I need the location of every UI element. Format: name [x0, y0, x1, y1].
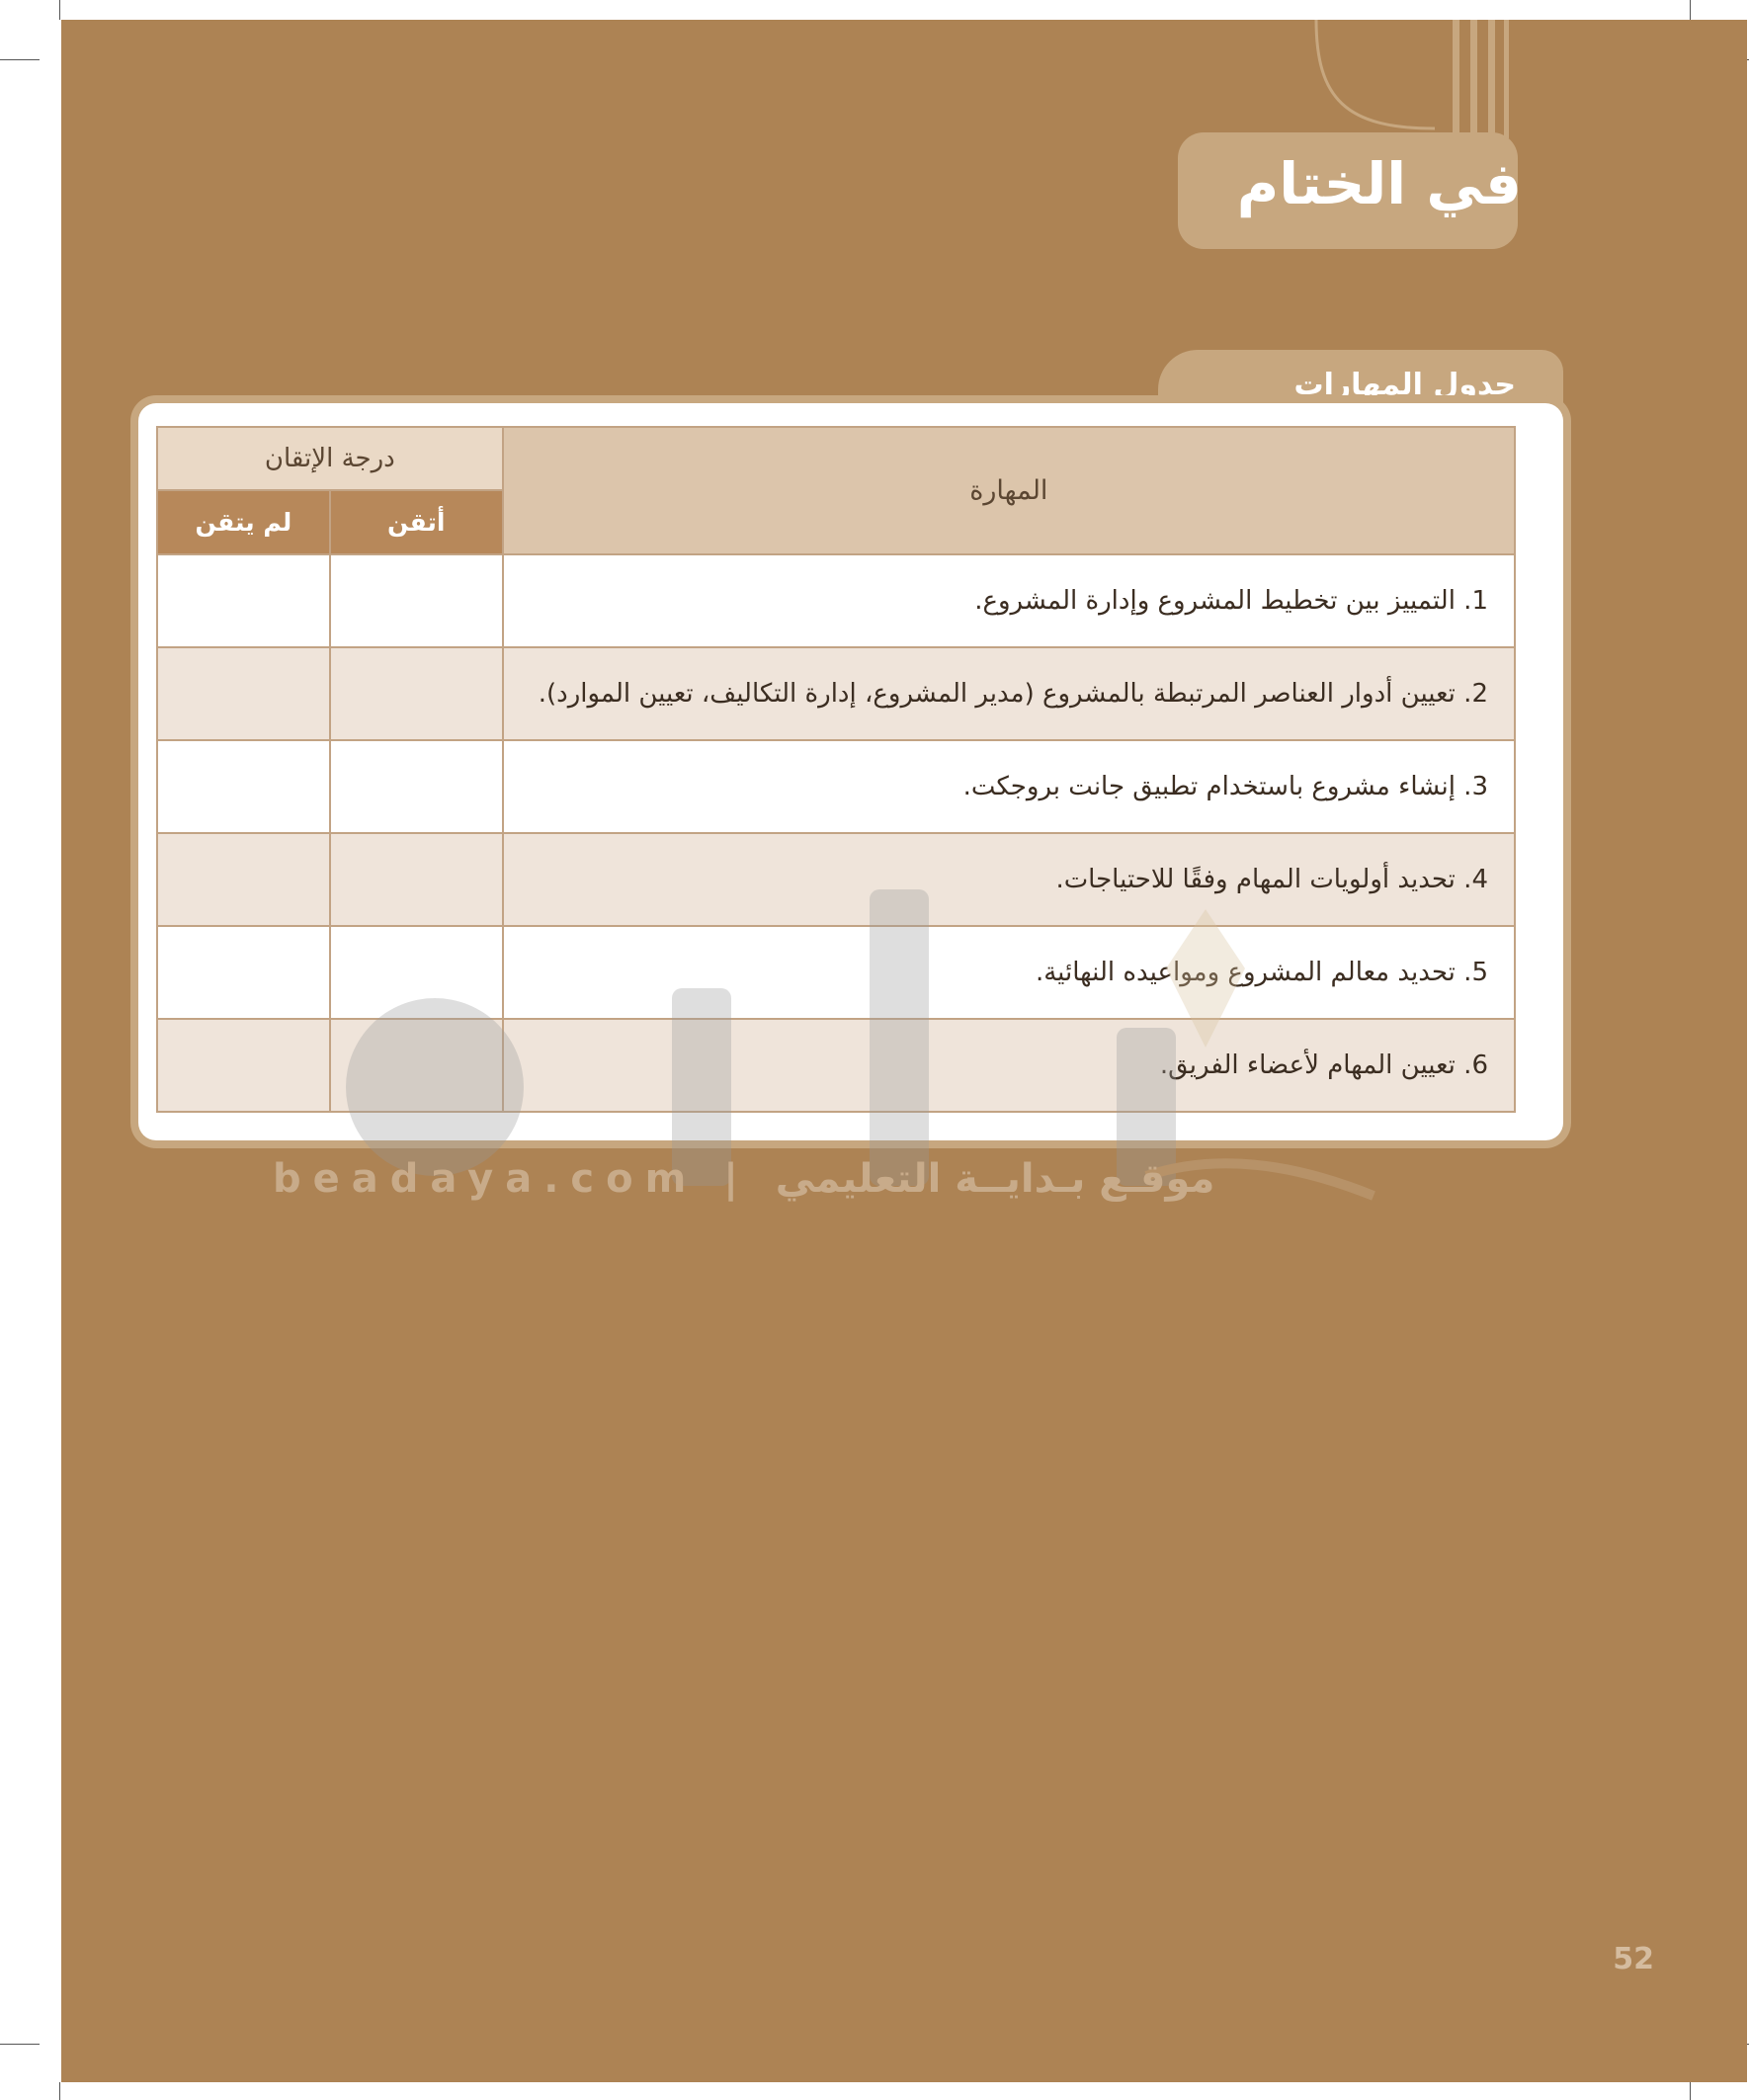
crop-mark — [1690, 2082, 1691, 2100]
mastered-checkbox-cell[interactable] — [330, 926, 503, 1019]
table-row — [157, 554, 1515, 647]
skill-cell: 6. تعيين المهام لأعضاء الفريق. — [503, 1019, 1515, 1112]
mastered-checkbox-cell[interactable] — [330, 1019, 503, 1112]
not-mastered-checkbox-cell[interactable] — [157, 926, 330, 1019]
mastery-degree-header: درجة الإتقان — [157, 427, 503, 490]
not-mastered-checkbox-cell[interactable] — [157, 833, 330, 926]
skill-cell: 3. إنشاء مشروع باستخدام تطبيق جانت بروجكت. — [503, 740, 1515, 833]
table-row — [157, 647, 1515, 740]
page-title: في الختام — [1236, 150, 1522, 217]
table-header-row — [157, 427, 1515, 490]
table-row — [157, 740, 1515, 833]
page-number: 52 — [1613, 1942, 1654, 1976]
mastered-checkbox-cell[interactable] — [330, 647, 503, 740]
skill-cell: 5. تحديد معالم المشروع ومواعيده النهائية. — [503, 926, 1515, 1019]
table-row — [157, 926, 1515, 1019]
skills-table — [156, 426, 1516, 1113]
skill-cell: 1. التمييز بين تخطيط المشروع وإدارة المشروع. — [503, 554, 1515, 647]
skill-column-header: المهارة — [503, 427, 1515, 554]
not-mastered-checkbox-cell[interactable] — [157, 647, 330, 740]
crop-mark — [0, 59, 40, 60]
watermark-caption: beadaya.com | موقـع بـدايــة التعليمي — [273, 1156, 1215, 1202]
decorative-hanger — [1504, 20, 1509, 138]
mastered-column-header: أتقن — [330, 490, 503, 554]
decorative-curve — [1277, 20, 1494, 148]
crop-mark — [59, 2082, 60, 2100]
skill-cell: 2. تعيين أدوار العناصر المرتبطة بالمشروع (مدير المشروع، إدارة التكاليف، تعيين الموارد). — [503, 647, 1515, 740]
crop-mark — [0, 2044, 40, 2045]
mastered-checkbox-cell[interactable] — [330, 740, 503, 833]
mastered-checkbox-cell[interactable] — [330, 833, 503, 926]
not-mastered-checkbox-cell[interactable] — [157, 1019, 330, 1112]
mastered-checkbox-cell[interactable] — [330, 554, 503, 647]
crop-mark — [1690, 0, 1691, 20]
table-row — [157, 1019, 1515, 1112]
crop-mark — [59, 0, 60, 20]
skill-cell: 4. تحديد أولويات المهام وفقًا للاحتياجات. — [503, 833, 1515, 926]
not-mastered-column-header: لم يتقن — [157, 490, 330, 554]
not-mastered-checkbox-cell[interactable] — [157, 740, 330, 833]
not-mastered-checkbox-cell[interactable] — [157, 554, 330, 647]
table-row — [157, 833, 1515, 926]
section-title: جدول المهارات — [1293, 368, 1516, 402]
